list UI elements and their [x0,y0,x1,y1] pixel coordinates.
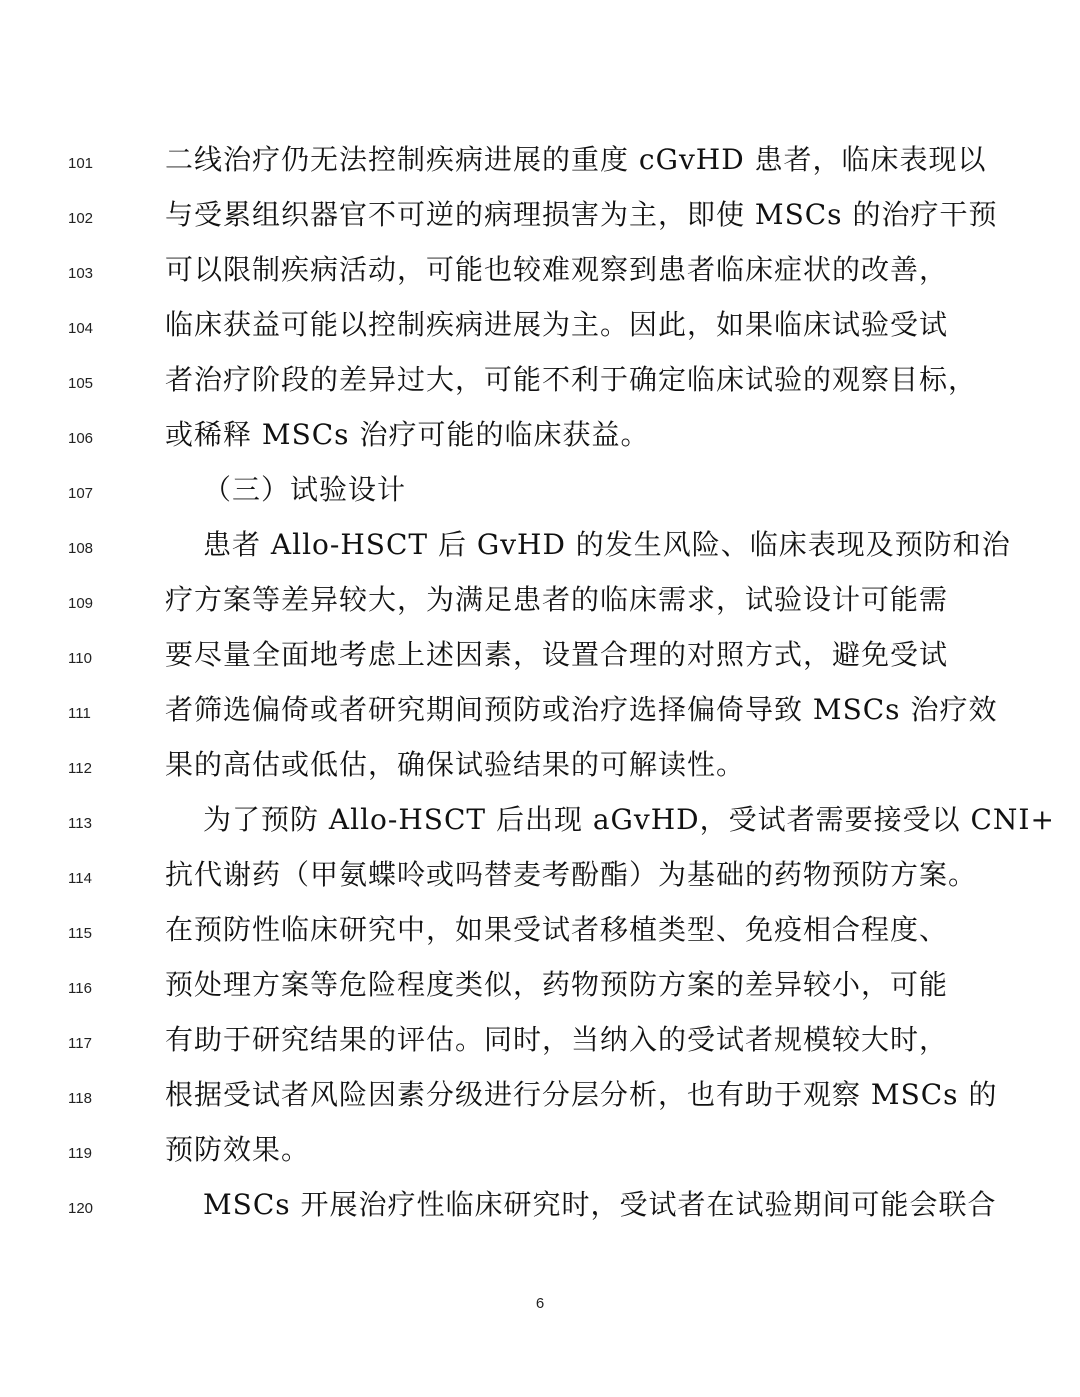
text-line-102 [0,195,1080,250]
text-line-113 [0,800,1080,855]
text-line-101 [0,140,1080,195]
text-line-114 [0,855,1080,910]
line-content: 为了预防 Allo-HSCT 后出现 aGvHD，受试者需要接受以 CNI+ [203,803,1055,836]
line-number: 105 [68,375,94,392]
line-content: 二线治疗仍无法控制疾病进展的重度 cGvHD 患者，临床表现以 [165,143,987,176]
line-content: 根据受试者风险因素分级进行分层分析，也有助于观察 MSCs 的 [165,1078,998,1111]
line-number: 118 [68,1090,92,1107]
line-number: 106 [68,430,94,447]
line-content: 预处理方案等危险程度类似，药物预防方案的差异较小，可能 [165,968,949,1001]
line-number: 102 [68,210,94,227]
section-heading: （三）试验设计 [203,473,407,506]
text-line-110 [0,635,1080,690]
line-number: 101 [68,155,94,172]
line-content: MSCs 开展治疗性临床研究时，受试者在试验期间可能会联合 [203,1188,997,1221]
text-line-107 [0,470,1080,525]
text-line-104 [0,305,1080,360]
line-number: 108 [68,540,94,557]
text-line-109 [0,580,1080,635]
line-content: 抗代谢药（甲氨蝶呤或吗替麦考酚酯）为基础的药物预防方案。 [165,858,978,891]
line-content: 患者 Allo-HSCT 后 GvHD 的发生风险、临床表现及预防和治 [203,528,1011,561]
text-line-118 [0,1075,1080,1130]
text-line-111 [0,690,1080,745]
line-content: 要尽量全面地考虑上述因素，设置合理的对照方式，避免受试 [165,638,949,671]
line-number: 111 [68,705,91,722]
line-number: 109 [68,595,94,612]
line-content: 者治疗阶段的差异过大，可能不利于确定临床试验的观察目标， [165,363,978,396]
text-line-103 [0,250,1080,305]
line-content: 在预防性临床研究中，如果受试者移植类型、免疫相合程度、 [165,913,949,946]
line-content: 有助于研究结果的评估。同时，当纳入的受试者规模较大时， [165,1023,949,1056]
line-number: 116 [68,980,92,997]
text-line-115 [0,910,1080,965]
line-number: 112 [68,760,92,777]
line-content: 与受累组织器官不可逆的病理损害为主，即使 MSCs 的治疗干预 [165,198,998,231]
line-number: 113 [68,815,92,832]
line-number: 104 [68,320,94,337]
text-line-108 [0,525,1080,580]
line-content: 预防效果。 [165,1133,311,1166]
line-number: 119 [68,1145,92,1162]
text-line-120 [0,1185,1080,1240]
text-line-106 [0,415,1080,470]
line-number: 110 [68,650,92,667]
line-number: 114 [68,870,92,887]
text-line-117 [0,1020,1080,1075]
line-content: 果的高估或低估，确保试验结果的可解读性。 [165,748,746,781]
line-content: 可以限制疾病活动，可能也较难观察到患者临床症状的改善， [165,253,949,286]
line-content: 疗方案等差异较大，为满足患者的临床需求，试验设计可能需 [165,583,949,616]
text-line-116 [0,965,1080,1020]
text-line-119 [0,1130,1080,1185]
line-number: 103 [68,265,94,282]
line-content: 者筛选偏倚或者研究期间预防或治疗选择偏倚导致 MSCs 治疗效 [165,693,998,726]
page-number: 6 [535,1295,545,1312]
text-line-112 [0,745,1080,800]
line-number: 117 [68,1035,92,1052]
line-content: 或稀释 MSCs 治疗可能的临床获益。 [165,418,650,451]
line-number: 115 [68,925,92,942]
line-content: 临床获益可能以控制疾病进展为主。因此，如果临床试验受试 [165,308,949,341]
line-number: 107 [68,485,94,502]
text-line-105 [0,360,1080,415]
line-number: 120 [68,1200,94,1217]
